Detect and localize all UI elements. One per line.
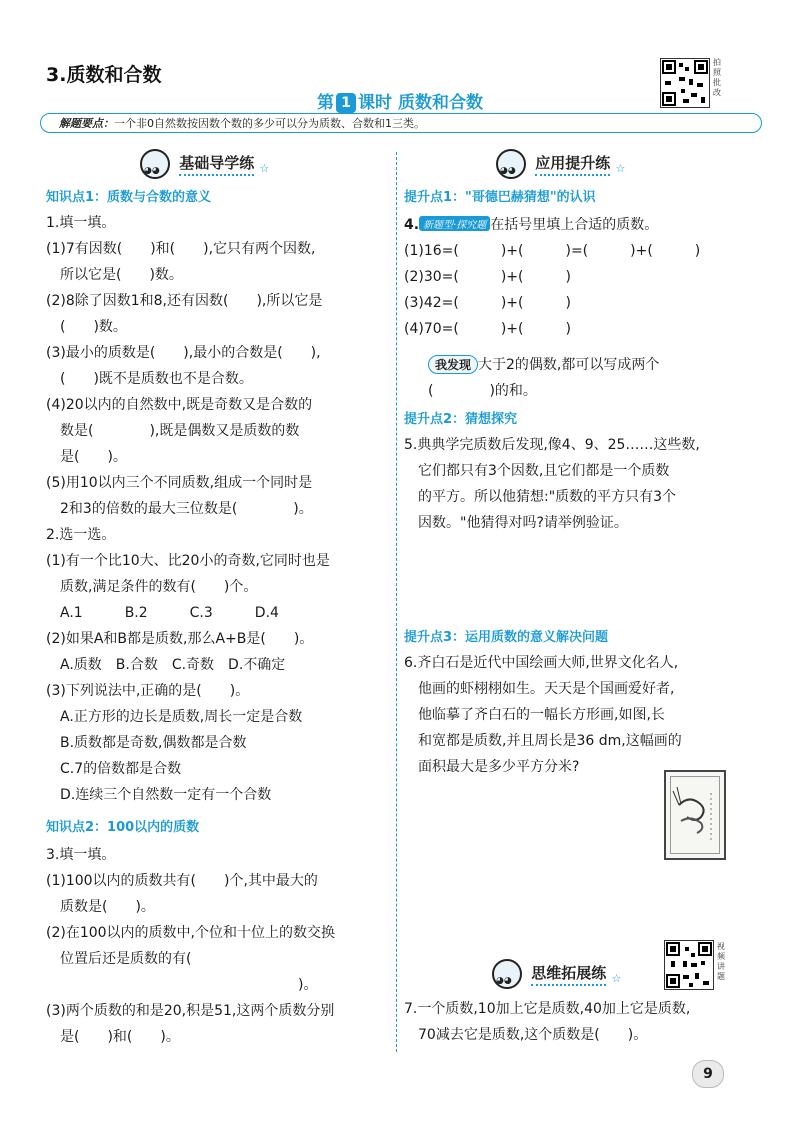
- question-line: (3)下列说法中,正确的是( )。: [46, 683, 250, 699]
- section-title-extend: 思维拓展练: [531, 964, 606, 986]
- lesson-title-text: 课时 质数和合数: [358, 93, 483, 113]
- choice-line: A.1 B.2 C.3 D.4: [46, 605, 279, 621]
- question-7-lines: [404, 998, 690, 1050]
- question-line: 因数。"他猜得对吗?请举例验证。: [404, 515, 628, 531]
- mascot-icon: [140, 149, 170, 179]
- section-header-apply: [496, 148, 625, 178]
- qr-note-top: 拍照批改: [713, 58, 721, 97]
- question-line: 5.典典学完质数后发现,像4、9、25……这些数,: [404, 437, 700, 453]
- question-line: (5)用10以内三个不同质数,组成一个同时是: [46, 475, 313, 491]
- tips-text: 一个非0自然数按因数个数的多少可以分为质数、合数和1三类。: [114, 117, 425, 130]
- improve-point-2: 提升点2：猜想探究: [404, 412, 518, 427]
- choice-line: A.质数 B.合数 C.奇数 D.不确定: [46, 657, 286, 673]
- question-line: 质数,满足条件的数有( )个。: [46, 579, 258, 595]
- mascot-icon: [496, 149, 526, 179]
- question-line: (2)8除了因数1和8,还有因数( ),所以它是: [46, 293, 323, 309]
- question-line: (1)16=( )+( )=( )+( ): [404, 243, 701, 259]
- tips-bar: [40, 113, 762, 133]
- discovery-text-1: 大于2的偶数,都可以写成两个: [478, 357, 660, 373]
- new-type-tag: 新题型·探究题: [419, 216, 490, 231]
- left-questions-part1: [46, 212, 330, 810]
- mascot-icon: [492, 959, 522, 989]
- question-line: 的平方。所以他猜想:"质数的平方只有3个: [404, 489, 677, 505]
- question-line: 6.齐白石是近代中国绘画大师,世界文化名人,: [404, 655, 679, 671]
- section-header-extend: [492, 958, 621, 988]
- page-number: 9: [692, 1060, 724, 1088]
- shrimp-painting-image: [664, 770, 726, 860]
- question-line: 1.填一填。: [46, 215, 116, 231]
- question-line: (3)两个质数的和是20,积是51,这两个质数分别: [46, 1003, 335, 1019]
- question-4-lines: [404, 240, 700, 344]
- discovery-tag: 我发现: [428, 355, 478, 374]
- question-line: (2)30=( )+( ): [404, 269, 571, 285]
- question-line: 2.选一选。: [46, 527, 116, 543]
- question-line: 是( )。: [46, 449, 127, 465]
- tips-label: 解题要点：: [59, 117, 114, 130]
- question-line: 质数是( )。: [46, 899, 155, 915]
- question-4-text: 在括号里填上合适的质数。: [490, 217, 659, 233]
- section-title-apply: 应用提升练: [535, 154, 610, 176]
- question-line: (1)100以内的质数共有( )个,其中最大的: [46, 873, 318, 889]
- question-line: 3.填一填。: [46, 847, 116, 863]
- question-line: 和宽都是质数,并且周长是36 dm,这幅画的: [404, 733, 682, 749]
- star-icon: ☆: [611, 972, 622, 985]
- improve-point-3: 提升点3：运用质数的意义解决问题: [404, 630, 609, 645]
- question-line: 70减去它是质数,这个质数是( )。: [404, 1027, 648, 1043]
- question-line: 数是( ),既是偶数又是质数的数: [46, 423, 300, 439]
- question-line: (1)有一个比10大、比20小的奇数,它同时也是: [46, 553, 330, 569]
- choice-line: A.正方形的边长是质数,周长一定是合数: [46, 709, 303, 725]
- question-line: 所以它是( )数。: [46, 267, 183, 283]
- question-line: ( )既不是质数也不是合数。: [46, 371, 253, 387]
- question-line: (1)7有因数( )和( ),它只有两个因数,: [46, 241, 316, 257]
- discovery-line-1: [428, 354, 659, 380]
- question-line: (4)70=( )+( ): [404, 321, 571, 337]
- improve-point-1: 提升点1："哥德巴赫猜想"的认识: [404, 190, 596, 205]
- chapter-title: 3.质数和合数: [46, 64, 162, 86]
- question-line: 他画的虾栩栩如生。天天是个国画爱好者,: [404, 681, 675, 697]
- section-title-basic: 基础导学练: [179, 154, 254, 176]
- knowledge-point-1: 知识点1：质数与合数的意义: [46, 190, 212, 205]
- discovery-text-2: ( )的和。: [428, 383, 537, 399]
- question-line: 他临摹了齐白石的一幅长方形画,如图,长: [404, 707, 665, 723]
- qr-code-bottom[interactable]: [664, 940, 714, 990]
- question-5-lines: [404, 434, 700, 538]
- question-4-number: 4.: [404, 217, 420, 233]
- question-line: ( )数。: [46, 319, 127, 335]
- question-line: 位置后还是质数的有(: [46, 951, 192, 967]
- lesson-prefix: 第: [317, 93, 335, 113]
- question-line: 是( )和( )。: [46, 1029, 180, 1045]
- question-line: (2)如果A和B都是质数,那么A+B是( )。: [46, 631, 314, 647]
- star-icon: ☆: [615, 162, 626, 175]
- lesson-number-badge: 1: [336, 93, 356, 113]
- shrimp-icon: [671, 777, 719, 853]
- choice-line: D.连续三个自然数一定有一个合数: [46, 787, 272, 803]
- question-line: 它们都只有3个因数,且它们都是一个质数: [404, 463, 670, 479]
- question-line: 2和3的倍数的最大三位数是( )。: [46, 501, 313, 517]
- section-header-basic: [140, 148, 269, 178]
- knowledge-point-2: 知识点2：100以内的质数: [46, 820, 200, 835]
- choice-line: B.质数都是奇数,偶数都是合数: [46, 735, 247, 751]
- column-divider: [396, 152, 397, 1052]
- question-line: (3)最小的质数是( ),最小的合数是( ),: [46, 345, 321, 361]
- question-line: (3)42=( )+( ): [404, 295, 571, 311]
- qr-note-bottom: 视频讲题: [717, 942, 725, 981]
- star-icon: ☆: [259, 162, 270, 175]
- painting-frame: [670, 776, 720, 854]
- question-line: (2)在100以内的质数中,个位和十位上的数交换: [46, 925, 336, 941]
- qr-code-top[interactable]: [660, 58, 710, 108]
- question-line: )。: [46, 977, 318, 993]
- question-6-lines: [404, 652, 682, 782]
- question-line: 面积最大是多少平方分米?: [404, 759, 580, 775]
- choice-line: C.7的倍数都是合数: [46, 761, 182, 777]
- left-questions-part2: [46, 844, 335, 1052]
- question-line: 7.一个质数,10加上它是质数,40加上它是质数,: [404, 1001, 691, 1017]
- question-line: (4)20以内的自然数中,既是奇数又是合数的: [46, 397, 313, 413]
- question-4-stem: [404, 214, 658, 240]
